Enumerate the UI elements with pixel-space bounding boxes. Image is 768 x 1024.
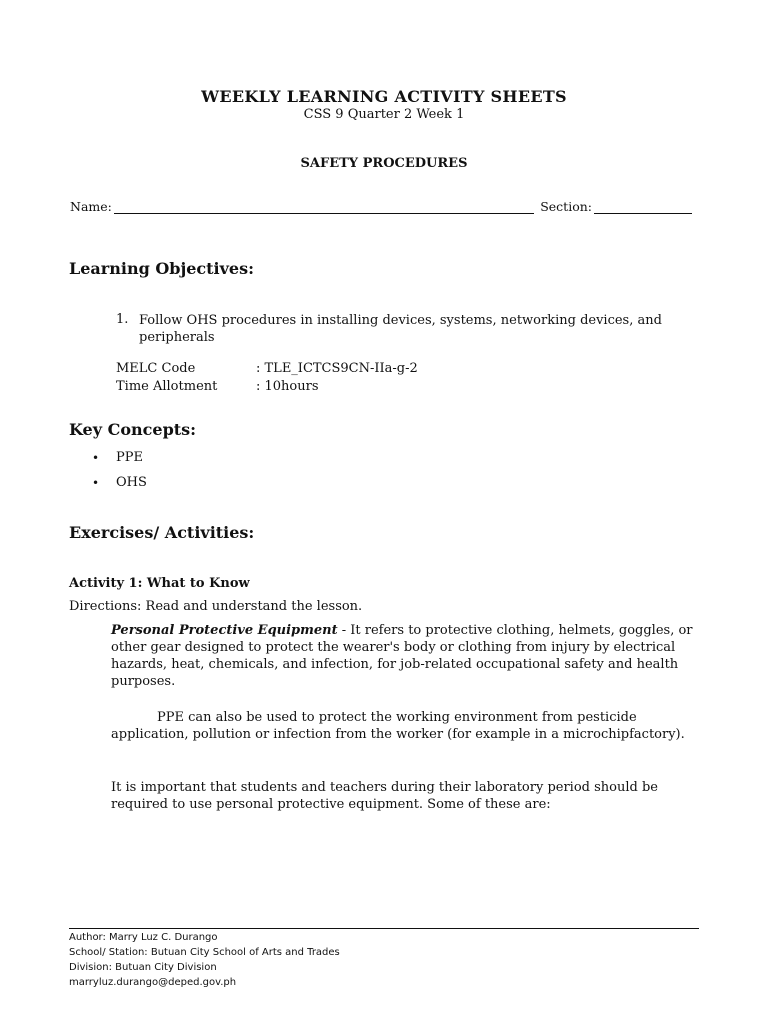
objective-number: 1.	[116, 312, 129, 327]
bullet-icon: •	[92, 451, 100, 465]
section-label: Section:	[540, 199, 592, 214]
melc-code-value: : TLE_ICTCS9CN-IIa-g-2	[256, 361, 418, 376]
document-title: WEEKLY LEARNING ACTIVITY SHEETS	[201, 87, 567, 106]
objective-text: Follow OHS procedures in installing devices, systems, networking devices, and peripherals	[139, 313, 662, 345]
time-allotment-label: Time Allotment	[116, 379, 218, 394]
activity-title: Activity 1: What to Know	[69, 576, 250, 591]
footer-divider	[69, 928, 699, 929]
bullet-icon: •	[92, 476, 100, 490]
key-concept-item: PPE	[116, 450, 143, 465]
ppe-definition-paragraph	[111, 622, 701, 690]
name-field-line[interactable]	[114, 201, 534, 214]
melc-code-label: MELC Code	[116, 361, 196, 376]
time-allotment-value: : 10hours	[256, 379, 319, 394]
section-field-line[interactable]	[594, 201, 692, 214]
learning-objectives-heading: Learning Objectives:	[69, 259, 255, 278]
key-concept-item: OHS	[116, 475, 147, 490]
footer-author: Author: Marry Luz C. Durango	[69, 932, 218, 943]
footer-school: School/ Station: Butuan City School of Arts and Trades	[69, 947, 340, 958]
ppe-term: Personal Protective Equipment	[111, 623, 338, 638]
name-section-row	[70, 199, 694, 214]
ppe-environment-paragraph: PPE can also be used to protect the working environment from pesticide application, pollution or infection from the worker (for example in a microchipfactory).	[111, 710, 685, 742]
name-label: Name:	[70, 199, 112, 214]
topic-title: SAFETY PROCEDURES	[300, 156, 468, 171]
exercises-heading: Exercises/ Activities:	[69, 523, 255, 542]
document-subtitle: CSS 9 Quarter 2 Week 1	[303, 107, 465, 122]
ppe-definition-text: - It refers to protective clothing, helmets, goggles, or other gear designed to protect the wearer's body or clothing from injury by electrical hazards, heat, chemicals, and infection, for job-related occupational safety and health purposes.	[111, 623, 693, 689]
directions-text: Directions: Read and understand the lesson.	[69, 599, 363, 614]
footer-division: Division: Butuan City Division	[69, 962, 217, 973]
ppe-requirement-paragraph: It is important that students and teachers during their laboratory period should be required to use personal protective equipment. Some of these are:	[111, 780, 658, 812]
footer-email[interactable]: marryluz.durango@deped.gov.ph	[69, 977, 237, 988]
key-concepts-heading: Key Concepts:	[69, 420, 197, 439]
